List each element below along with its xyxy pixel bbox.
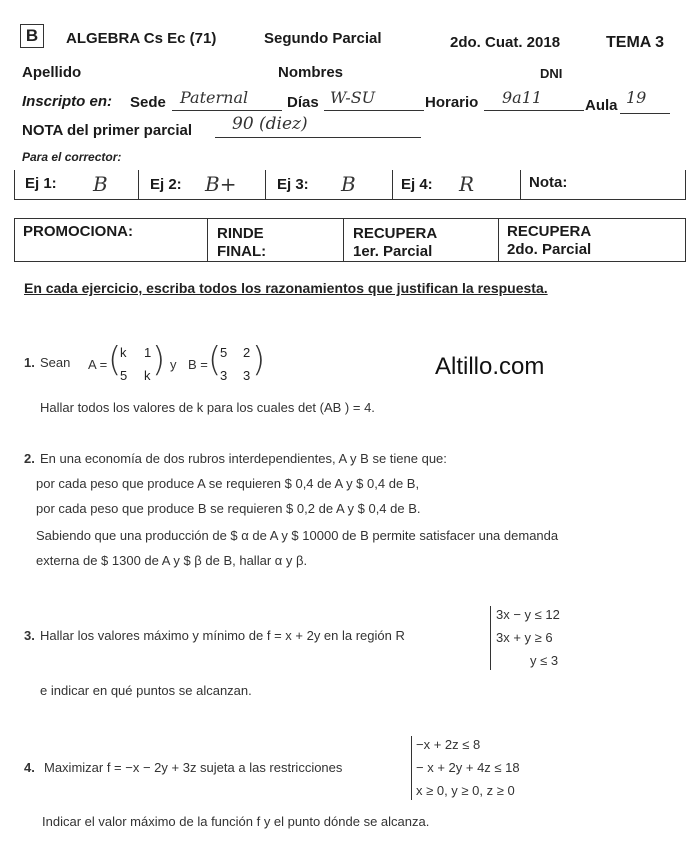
q1-number: 1.: [24, 355, 35, 370]
horario-label: Horario: [425, 94, 479, 111]
ej2-label: Ej 2:: [150, 176, 182, 193]
nota-label: Nota:: [529, 174, 568, 191]
recupera1-sub: 1er. Parcial: [353, 243, 433, 260]
matrix-b-right-paren: ): [252, 340, 266, 380]
tema-letter-box: B: [20, 24, 44, 48]
sede-line: [172, 110, 282, 111]
apellido-label: Apellido: [22, 64, 82, 81]
nota-primer-label: NOTA del primer parcial: [22, 122, 193, 139]
q1-a-label: A =: [88, 357, 108, 372]
ej1-value: B: [93, 172, 108, 196]
q4-constraint-2: − x + 2y + 4z ≤ 18: [416, 760, 520, 775]
q4-constraint-3: x ≥ 0, y ≥ 0, z ≥ 0: [416, 783, 515, 798]
q4-text2: Indicar el valor máximo de la función f y el punto dónde se alcanza.: [42, 814, 430, 829]
q3-constraint-1: 3x − y ≤ 12: [496, 607, 560, 622]
matrix-a-11: k: [120, 345, 127, 360]
matrix-a-left-paren: (: [108, 340, 122, 380]
aula-line: [620, 113, 670, 114]
nombres-label: Nombres: [278, 64, 344, 81]
matrix-b-21: 3: [220, 368, 228, 383]
exam-name: Segundo Parcial: [264, 30, 382, 47]
ej4-value: R: [459, 172, 475, 196]
ej4-label: Ej 4:: [401, 176, 433, 193]
q2-line-2: por cada peso que produce A se requieren $ 0,4 de A y $ 0,4 de B,: [36, 476, 420, 491]
matrix-b-left-paren: (: [208, 340, 222, 380]
q2-line-4: Sabiendo que una producción de $ α de A y $ 10000 de B permite satisfacer una demanda: [36, 528, 559, 543]
q3-constraint-2: 3x + y ≥ 6: [496, 630, 553, 645]
q1-y: y: [170, 357, 177, 372]
dias-label: Días: [287, 94, 319, 111]
q3-number: 3.: [24, 628, 35, 643]
q2-line-5: externa de $ 1300 de A y $ β de B, hallar α y β.: [36, 553, 308, 568]
ej3-value: B: [341, 172, 356, 196]
matrix-b-22: 3: [243, 368, 251, 383]
q4-constraint-1: −x + 2z ≤ 8: [416, 737, 481, 752]
q2-line-3: por cada peso que produce B se requieren $ 0,2 de A y $ 0,4 de B.: [36, 501, 421, 516]
watermark: Altillo.com: [435, 353, 545, 380]
corrector-grid: [14, 170, 686, 200]
matrix-a-right-paren: ): [152, 340, 166, 380]
status-grid: [14, 218, 686, 262]
dni-label: DNI: [540, 66, 563, 81]
matrix-b-11: 5: [220, 345, 228, 360]
aula-value: 19: [626, 88, 647, 107]
horario-value: 9a11: [502, 88, 543, 107]
instruction: En cada ejercicio, escriba todos los razonamientos que justifican la respuesta.: [24, 280, 548, 296]
course-title: ALGEBRA Cs Ec (71): [66, 30, 217, 47]
q1-b-label: B =: [188, 357, 208, 372]
ej1-label: Ej 1:: [25, 175, 57, 192]
recupera1-label: RECUPERA: [353, 225, 438, 242]
sede-label: Sede: [130, 94, 166, 111]
aula-label: Aula: [585, 97, 618, 114]
tema-label: TEMA 3: [606, 34, 665, 51]
corrector-label: Para el corrector:: [22, 150, 122, 164]
promociona-label: PROMOCIONA:: [23, 223, 133, 240]
nota-primer-value: 90 (diez): [232, 114, 308, 134]
inscripto-label: Inscripto en:: [22, 93, 113, 110]
q3-text2: e indicar en qué puntos se alcanzan.: [40, 683, 252, 698]
matrix-b-12: 2: [243, 345, 251, 360]
sede-value: Paternal: [180, 88, 249, 107]
q3-text: Hallar los valores máximo y mínimo de f = x + 2y en la región R: [40, 628, 405, 643]
matrix-a-21: 5: [120, 368, 128, 383]
matrix-a-12: 1: [144, 345, 152, 360]
q4-text: Maximizar f = −x − 2y + 3z sujeta a las restricciones: [44, 760, 343, 775]
q1-sean: Sean: [40, 355, 71, 370]
rinde-label-1: RINDE: [217, 225, 264, 242]
dias-line: [324, 110, 424, 111]
nota-line: [215, 137, 421, 138]
matrix-a-22: k: [144, 368, 151, 383]
recupera2-label: RECUPERA: [507, 223, 592, 240]
ej3-label: Ej 3:: [277, 176, 309, 193]
exam-term: 2do. Cuat. 2018: [450, 34, 561, 51]
q2-number: 2.: [24, 451, 35, 466]
horario-line: [484, 110, 584, 111]
q4-brace: [411, 736, 412, 800]
q1-text: Hallar todos los valores de k para los cuales det (AB ) = 4.: [40, 400, 375, 415]
q4-number: 4.: [24, 760, 35, 775]
ej2-value: B+: [205, 172, 237, 196]
q3-brace: [490, 606, 491, 670]
dias-value: W-SU: [330, 88, 376, 107]
q2-line-1: En una economía de dos rubros interdependientes, A y B se tiene que:: [40, 451, 447, 466]
rinde-label-2: FINAL:: [217, 243, 267, 260]
q3-constraint-3: y ≤ 3: [530, 653, 559, 668]
recupera2-sub: 2do. Parcial: [507, 241, 592, 258]
